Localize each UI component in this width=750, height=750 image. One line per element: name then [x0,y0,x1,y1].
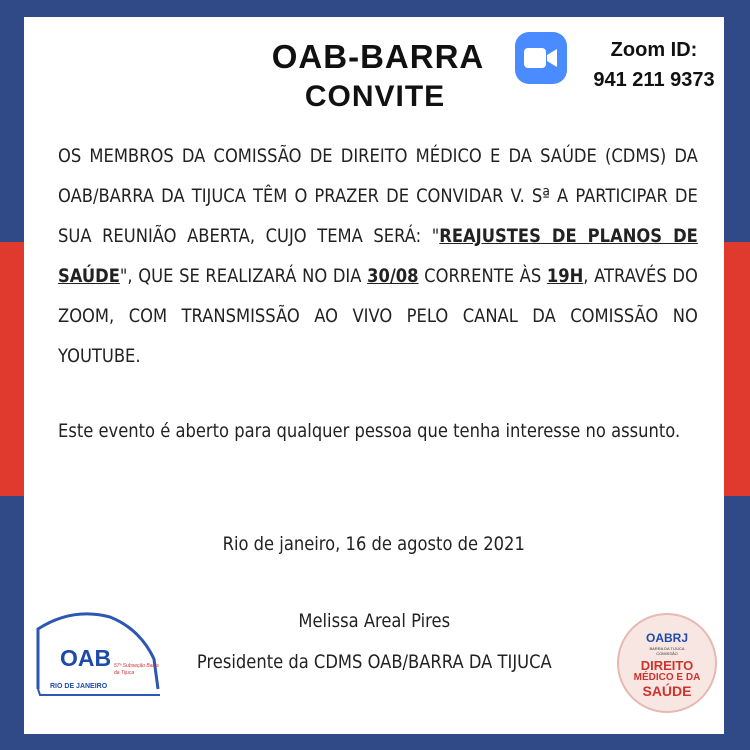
cdms-seal-logo [617,613,717,713]
zoom-id-number: 941 211 9373 [593,69,715,91]
paragraph-text-a: OS MEMBROS DA COMISSÃO DE DIREITO MÉDICO E DA SAÚDE (CDMS) DA OAB/BARRA DA TIJUCA TÊM O PRAZER DE CONVIDAR V. Sª A PARTICIPAR DE SUA REUNIÃO ABERTA, CUJO TEMA SERÁ: " [58,145,698,247]
signer-role: Presidente da CDMS OAB/BARRA DA TIJUCA [196,651,552,673]
oab-subsection: 57ª Subseção Barra da Tijuca [114,663,159,676]
page-subtitle: CONVITE [304,80,446,113]
page-title: OAB-BARRA [271,38,485,75]
paragraph-text-d: , ATRAVÉS DO ZOOM, COM TRANSMISSÃO AO VIVO PELO CANAL DA COMISSÃO NO YOUTUBE. [58,265,698,367]
seal-direito: DIREITO [640,658,694,673]
seal-medico: MÉDICO E DA [633,672,701,683]
zoom-logo-icon [515,32,567,84]
zoom-id-block [579,35,729,95]
paragraph-text-c: CORRENTE ÀS [418,265,547,287]
meeting-date: 30/08 [367,265,419,287]
seal-oabrj: OABRJ [645,631,688,645]
place-date: Rio de janeiro, 16 de agosto de 2021 [222,533,526,555]
invitation-paragraph [58,136,698,376]
invitation-card [24,17,724,734]
zoom-id-label: Zoom ID: [610,39,698,61]
seal-comissao: COMISSÃO [656,651,678,656]
signer-name: Melissa Areal Pires [298,610,450,632]
meeting-theme: REAJUSTES DE PLANOS DE SAÚDE [58,225,698,287]
oab-region: RIO DE JANEIRO [50,683,108,690]
seal-saude: SAÚDE [642,683,692,699]
seal-barra: BARRA DA TIJUCA [649,646,685,651]
open-event-paragraph: Este evento é aberto para qualquer pessoa que tenha interesse no assunto. [58,420,681,442]
oab-rj-logo [32,599,162,705]
meeting-time: 19H [546,265,584,287]
paragraph-text-b: ", QUE SE REALIZARÁ NO DIA [119,265,368,287]
oab-text: OAB [60,645,112,671]
